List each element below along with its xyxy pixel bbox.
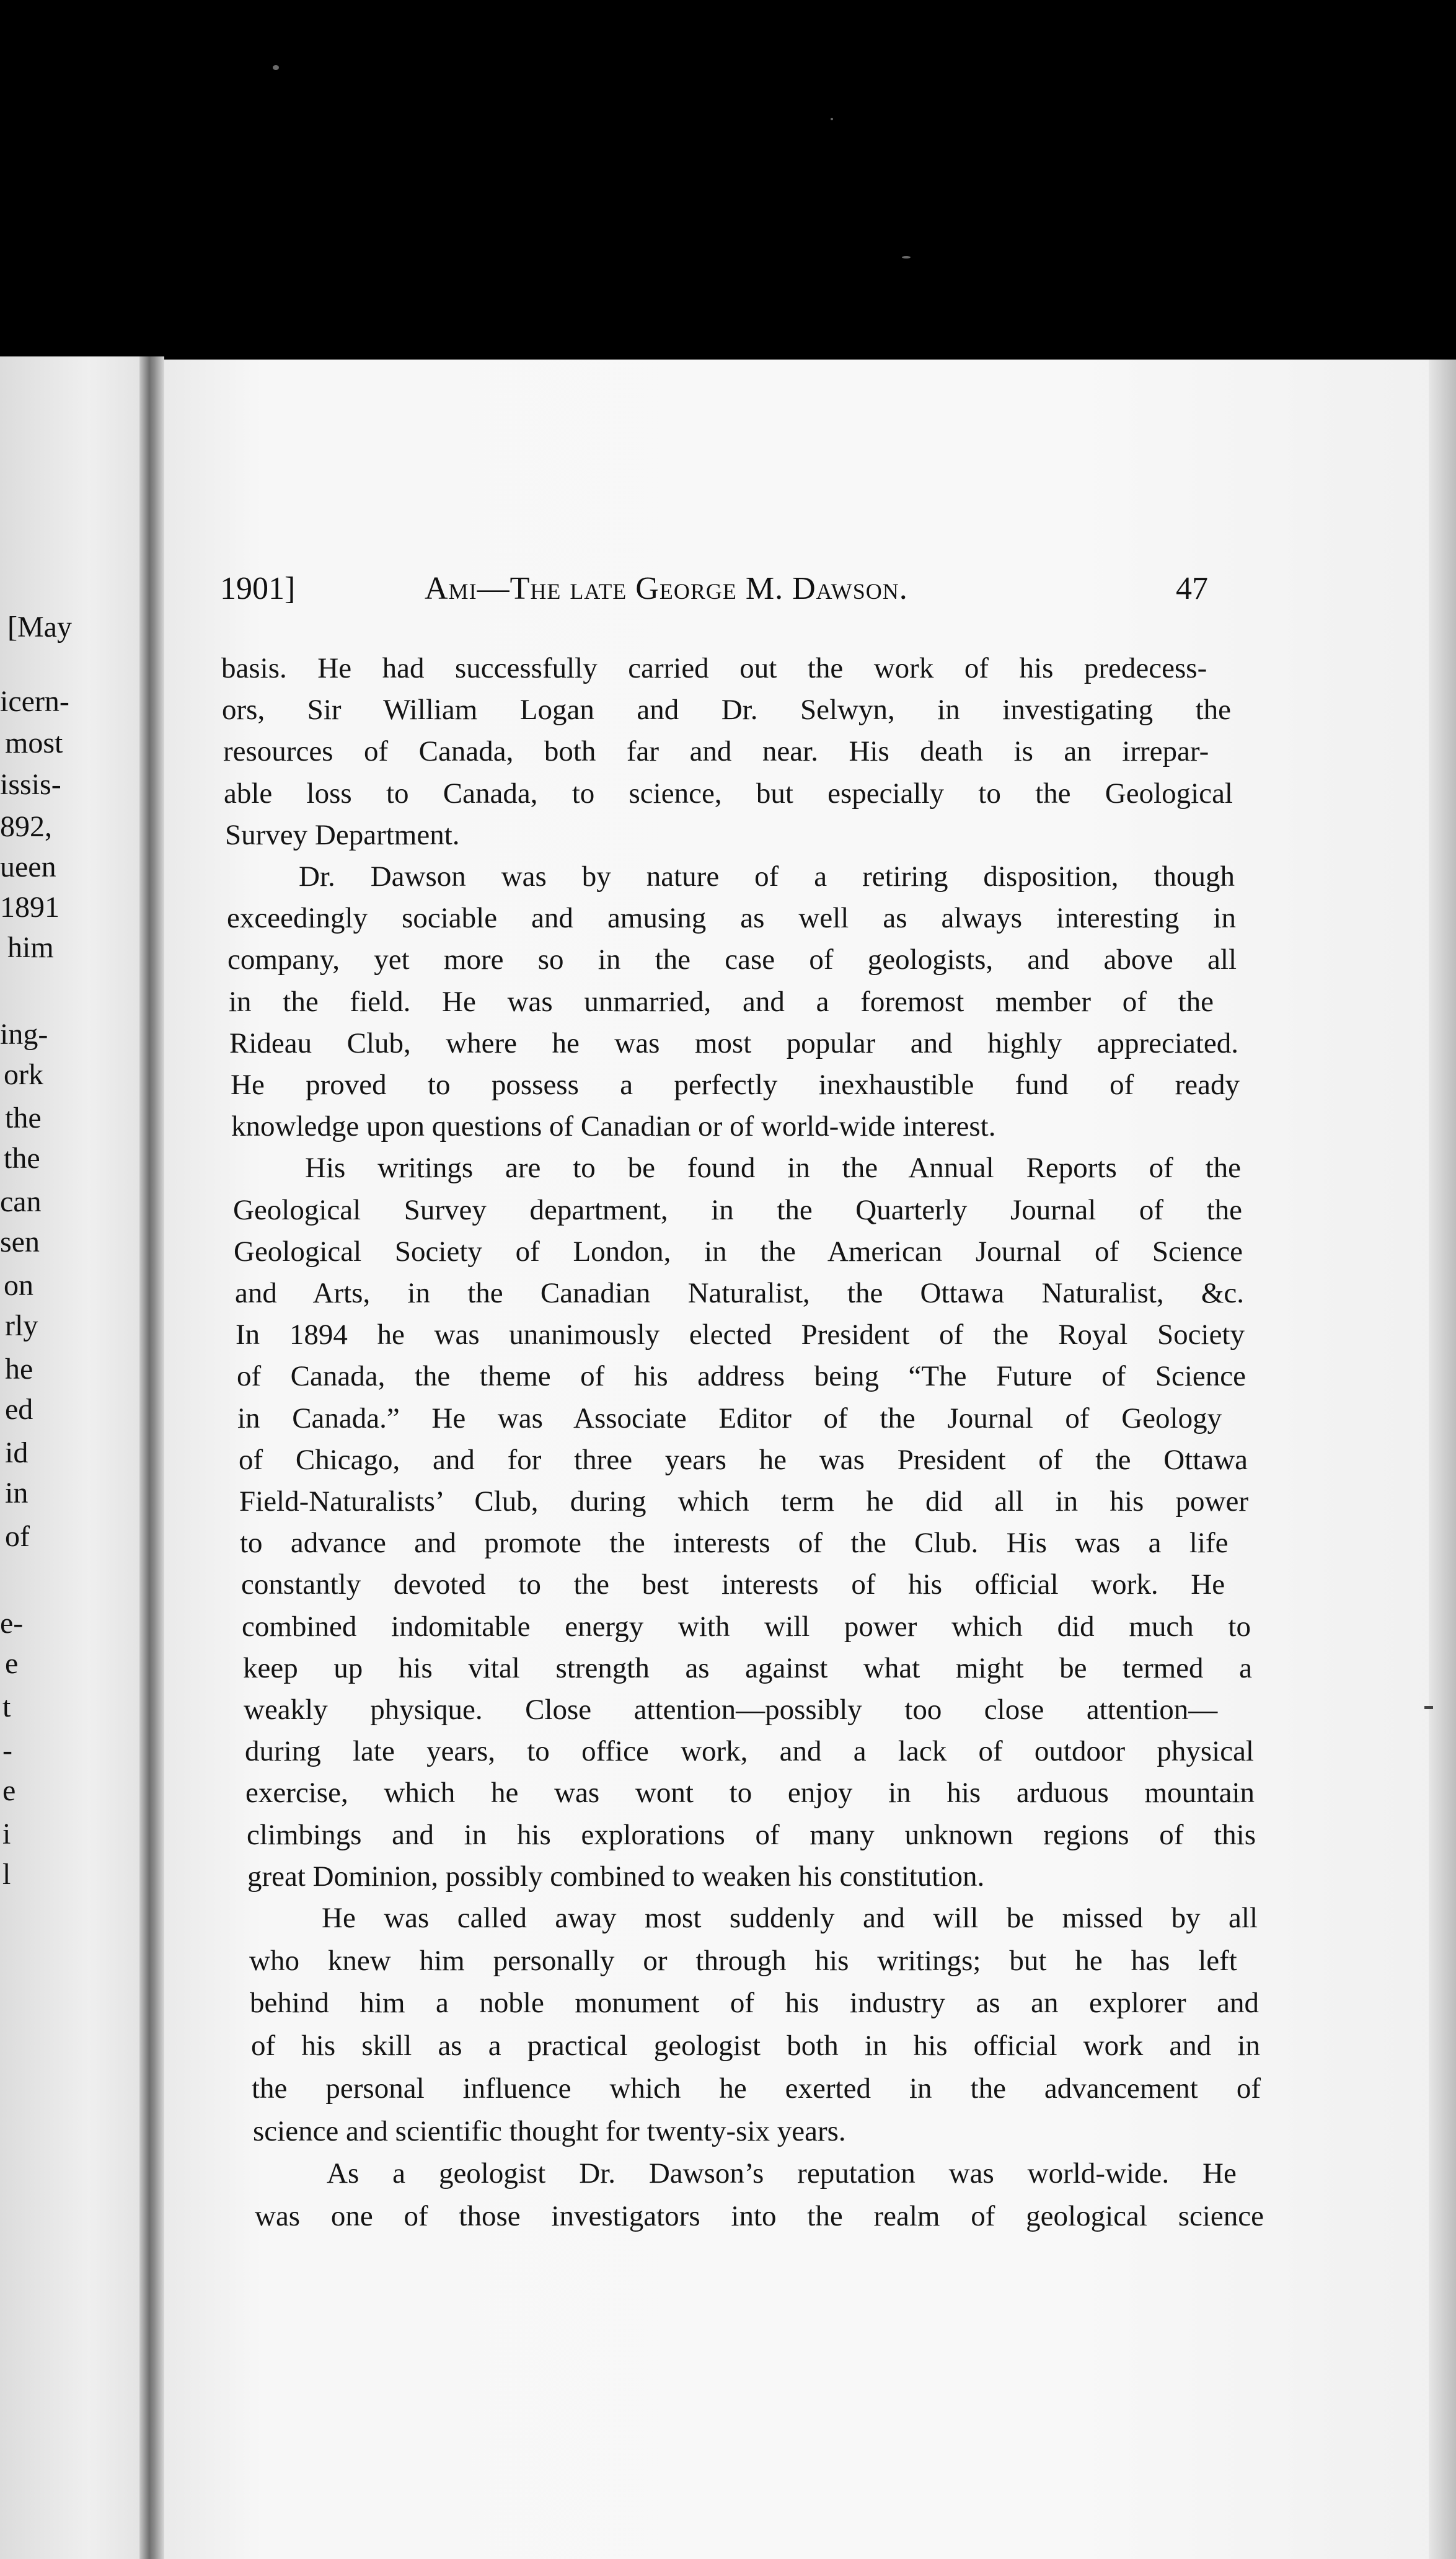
body-text-line: of his skill as a practical geologist both in his official work and in — [251, 2030, 1260, 2062]
body-text-line: and Arts, in the Canadian Naturalist, the Ottawa Naturalist, &c. — [235, 1277, 1244, 1309]
body-text-line: who knew him personally or through his writings; but he has left — [249, 1945, 1237, 1977]
body-text-line: climbings and in his explorations of many unknown regions of this — [247, 1819, 1256, 1851]
margin-mark — [1424, 1706, 1433, 1709]
left-page-text-fragment: id — [5, 1436, 29, 1469]
running-head-subject: The late George M. Dawson. — [510, 571, 908, 606]
body-text-line: company, yet more so in the case of geologists, and above all — [227, 944, 1237, 976]
running-head-author: Ami — [425, 571, 477, 606]
left-page-text-fragment: t — [2, 1691, 11, 1723]
left-page-text-fragment: rly — [5, 1309, 38, 1342]
left-page-text-fragment: ing- — [0, 1018, 48, 1051]
background-speck — [273, 65, 279, 70]
body-text-line: science and scientific thought for twenty-six years. — [253, 2115, 846, 2147]
left-page-text-fragment: can — [0, 1185, 42, 1218]
body-text-line: the personal influence which he exerted in the advancement of — [252, 2072, 1261, 2105]
left-page-text-fragment: [May — [7, 611, 72, 643]
background-speck — [902, 256, 911, 259]
body-text-line: Dr. Dawson was by nature of a retiring disposition, though — [299, 860, 1235, 893]
body-text-line: He was called away most suddenly and will be missed by all — [322, 1902, 1258, 1934]
page-number: 47 — [1176, 571, 1208, 606]
background-speck — [831, 118, 833, 120]
left-page-text-fragment: e — [5, 1647, 19, 1680]
left-page-text-fragment: - — [2, 1734, 12, 1767]
body-text-line: resources of Canada, both far and near. His death is an irrepar- — [223, 735, 1209, 767]
left-page-text-fragment: 892, — [0, 810, 52, 843]
body-text-line: Rideau Club, where he was most popular and highly appreciated. — [229, 1027, 1238, 1059]
body-text-line: weakly physique. Close attention—possibly too close attention— — [244, 1694, 1218, 1726]
body-text-line: to advance and promote the interests of the Club. His was a life — [240, 1527, 1229, 1559]
left-page-text-fragment: most — [5, 727, 63, 759]
body-text-line: In 1894 he was unanimously elected President of the Royal Society — [236, 1319, 1245, 1351]
left-page-text-fragment: e — [2, 1774, 16, 1807]
left-page-text-fragment: the — [5, 1102, 42, 1134]
page-right-edge — [1429, 360, 1456, 2559]
body-text-line: was one of those investigators into the realm of geological science — [255, 2200, 1264, 2232]
left-page-text-fragment: l — [2, 1858, 11, 1891]
left-page-text-fragment: ed — [5, 1393, 33, 1426]
body-text-line: in Canada.” He was Associate Editor of the Journal of Geology — [237, 1402, 1222, 1434]
body-text-line: Geological Survey department, in the Quarterly Journal of the — [233, 1194, 1242, 1226]
body-text-line: in the field. He was unmarried, and a foremost member of the — [229, 986, 1214, 1018]
body-text-line: basis. He had successfully carried out the work of his predecess- — [221, 652, 1207, 684]
left-page-text-fragment: ork — [4, 1058, 43, 1091]
running-head-title — [425, 570, 908, 607]
book-gutter — [139, 356, 164, 2559]
body-text-line: exercise, which he was wont to enjoy in his arduous mountain — [245, 1777, 1255, 1809]
body-text-line: keep up his vital strength as against what might be termed a — [243, 1652, 1252, 1684]
body-text-line: Survey Department. — [225, 819, 460, 851]
running-head-dash: — — [477, 571, 510, 606]
body-text-line: of Canada, the theme of his address being “The Future of Science — [237, 1360, 1246, 1392]
left-page-text-fragment: issis- — [0, 768, 61, 801]
running-head-year: 1901] — [220, 571, 296, 606]
left-facing-page-fragment — [0, 356, 149, 2559]
left-page-text-fragment: in — [5, 1477, 29, 1509]
body-text-line: Field-Naturalists’ Club, during which term he did all in his power — [239, 1485, 1248, 1518]
left-page-text-fragment: icern- — [0, 685, 69, 718]
body-text-line: exceedingly sociable and amusing as well as always interesting in — [227, 902, 1236, 934]
body-text-line: His writings are to be found in the Annual Reports of the — [305, 1152, 1241, 1184]
body-text-line: behind him a noble monument of his industry as an explorer and — [250, 1987, 1259, 2019]
body-text-line: great Dominion, possibly combined to weaken his constitution. — [247, 1860, 985, 1893]
body-text-line: ors, Sir William Logan and Dr. Selwyn, in investigating the — [222, 694, 1231, 726]
left-page-text-fragment: on — [4, 1269, 33, 1302]
left-page-text-fragment: 1891 — [0, 891, 60, 924]
left-page-text-fragment: e- — [0, 1607, 24, 1640]
left-page-text-fragment: the — [4, 1142, 40, 1175]
body-text-line: knowledge upon questions of Canadian or of world-wide interest. — [231, 1110, 996, 1142]
body-text-line: during late years, to office work, and a lack of outdoor physical — [245, 1735, 1254, 1767]
body-text-line: combined indomitable energy with will power which did much to — [242, 1611, 1251, 1643]
left-page-text-fragment: he — [5, 1353, 33, 1386]
body-text-line: He proved to possess a perfectly inexhaustible fund of ready — [231, 1069, 1240, 1101]
body-text-line: of Chicago, and for three years he was President of the Ottawa — [239, 1444, 1248, 1476]
left-page-text-fragment: of — [5, 1520, 30, 1553]
left-page-text-fragment: i — [2, 1818, 11, 1850]
left-page-text-fragment: ueen — [0, 851, 56, 883]
body-text-line: As a geologist Dr. Dawson’s reputation was world-wide. He — [327, 2157, 1237, 2190]
body-text-line: constantly devoted to the best interests of his official work. He — [241, 1568, 1225, 1601]
left-page-text-fragment: sen — [0, 1226, 40, 1258]
left-page-text-fragment: him — [7, 931, 54, 964]
body-text-line: Geological Society of London, in the American Journal of Science — [234, 1235, 1243, 1268]
body-text-line: able loss to Canada, to science, but especially to the Geological — [224, 777, 1233, 810]
